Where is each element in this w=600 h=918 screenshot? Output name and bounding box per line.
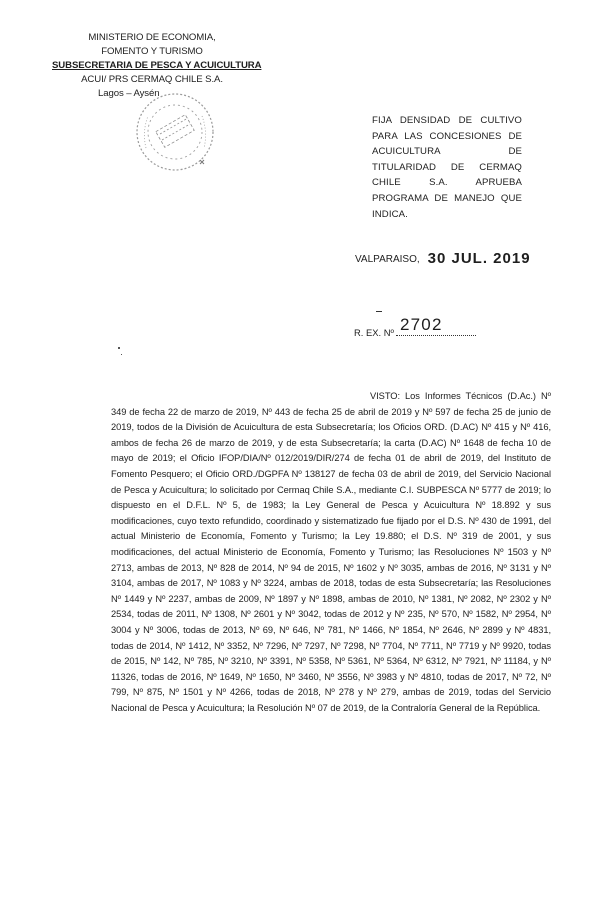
ministry-name: MINISTERIO DE ECONOMIA, — [88, 32, 216, 43]
official-seal-stamp — [130, 88, 220, 176]
resolution-number: 2702 — [400, 315, 443, 334]
date-stamp: 30 JUL. 2019 — [427, 250, 531, 267]
date-line — [355, 250, 531, 267]
ink-mark — [121, 354, 122, 355]
visto-paragraph: VISTO: Los Informes Técnicos (D.Ac.) Nº 349 de fecha 22 de marzo de 2019, Nº 443 de fecha 25 de abril de 2019 y Nº 597 de fecha 25 de junio de 2019, todos de la División de Acuicultura de esta Subsecretaría; los Oficios ORD. (D.AC) Nº 415 y Nº 416, ambos de fecha 26 de marzo de 2019, y de esta Subsecretaría; la carta (D.AC) Nº 1648 de fecha 10 de mayo de 2019; el Oficio IFOP/DIA/Nº 012/2019/DIR/274 de fecha 01 de abril de 2019, del Instituto de Fomento Pesquero; el Oficio ORD./DGPFA Nº 138127 de fecha 03 de abril de 2019, del Servicio Nacional de Pesca y Acuicultura; lo solicitado por Cermaq Chile S.A., mediante C.I. SUBPESCA Nº 5777 de 2019; lo dispuesto en el D.F.L. Nº 5, de 1983; la Ley General de Pesca y Acuicultura Nº 18.892 y sus modificaciones, cuyo texto refundido, coordinado y sistematizado fue fijado por el D.S. Nº 430 de 1991, del actual Ministerio de Economía, Fomento y Turismo; la Ley 19.880; el D.S. Nº 319 de 2001, y sus modificaciones, del actual Ministerio de Economía, Fomento y Turismo; las Resoluciones Nº 1503 y Nº 2713, ambas de 2013, Nº 828 de 2014, Nº 94 de 2015, Nº 1602 y Nº 3035, ambas de 2016, Nº 3131 y Nº 3104, ambas de 2017, Nº 1083 y Nº 3224, ambas de 2018, todas de esta Subsecretaría; las Resoluciones Nº 1449 y Nº 2237, ambas de 2009, Nº 1897 y Nº 1898, ambas de 2010, Nº 1381, Nº 2082, Nº 2302 y Nº 2534, todas de 2011, Nº 1308, Nº 2601 y Nº 3042, todas de 2012 y Nº 235, Nº 570, Nº 1582, Nº 2954, Nº 3004 y Nº 3006, todas de 2013, Nº 69, Nº 646, Nº 781, Nº 1466, Nº 1854, Nº 2646, Nº 2899 y Nº 4831, todas de 2014, Nº 1412, Nº 3352, Nº 7296, Nº 7297, Nº 7298, Nº 7704, Nº 7711, Nº 7719 y Nº 9920, todas de 2015, Nº 142, Nº 785, Nº 3210, Nº 3391, Nº 5358, Nº 5361, Nº 5364, Nº 6312, Nº 7921, Nº 11184, y Nº 11326, todas de 2016, Nº 1649, Nº 1650, Nº 3460, Nº 3556, Nº 3983 y Nº 4810, todas de 2017, Nº 72, Nº 799, Nº 875, Nº 1501 y Nº 4266, todas de 2018, Nº 278 y Nº 279, ambas de 2019, todas del Servicio Nacional de Pesca y Acuicultura; la Resolución Nº 07 de 2019, de la Contraloría General de la República. — [111, 391, 551, 713]
resolution-number-line — [354, 315, 476, 338]
file-reference: ACUI/ PRS CERMAQ CHILE S.A. — [81, 74, 223, 85]
region-line: Lagos – Aysén — [98, 88, 160, 99]
subsecretaria-name: SUBSECRETARIA DE PESCA Y ACUICULTURA — [52, 60, 262, 71]
resolution-label: R. EX. Nº — [354, 327, 394, 338]
ink-mark — [376, 311, 382, 312]
ministry-subtitle: FOMENTO Y TURISMO — [101, 46, 203, 57]
place-label: VALPARAISO, — [355, 254, 420, 265]
resolution-summary: FIJA DENSIDAD DE CULTIVO PARA LAS CONCESIONES DE ACUICULTURA DE TITULARIDAD DE CERMAQ CHILE S.A. APRUEBA PROGRAMA DE MANEJO QUE INDICA. — [372, 115, 522, 220]
ink-mark — [118, 347, 120, 349]
